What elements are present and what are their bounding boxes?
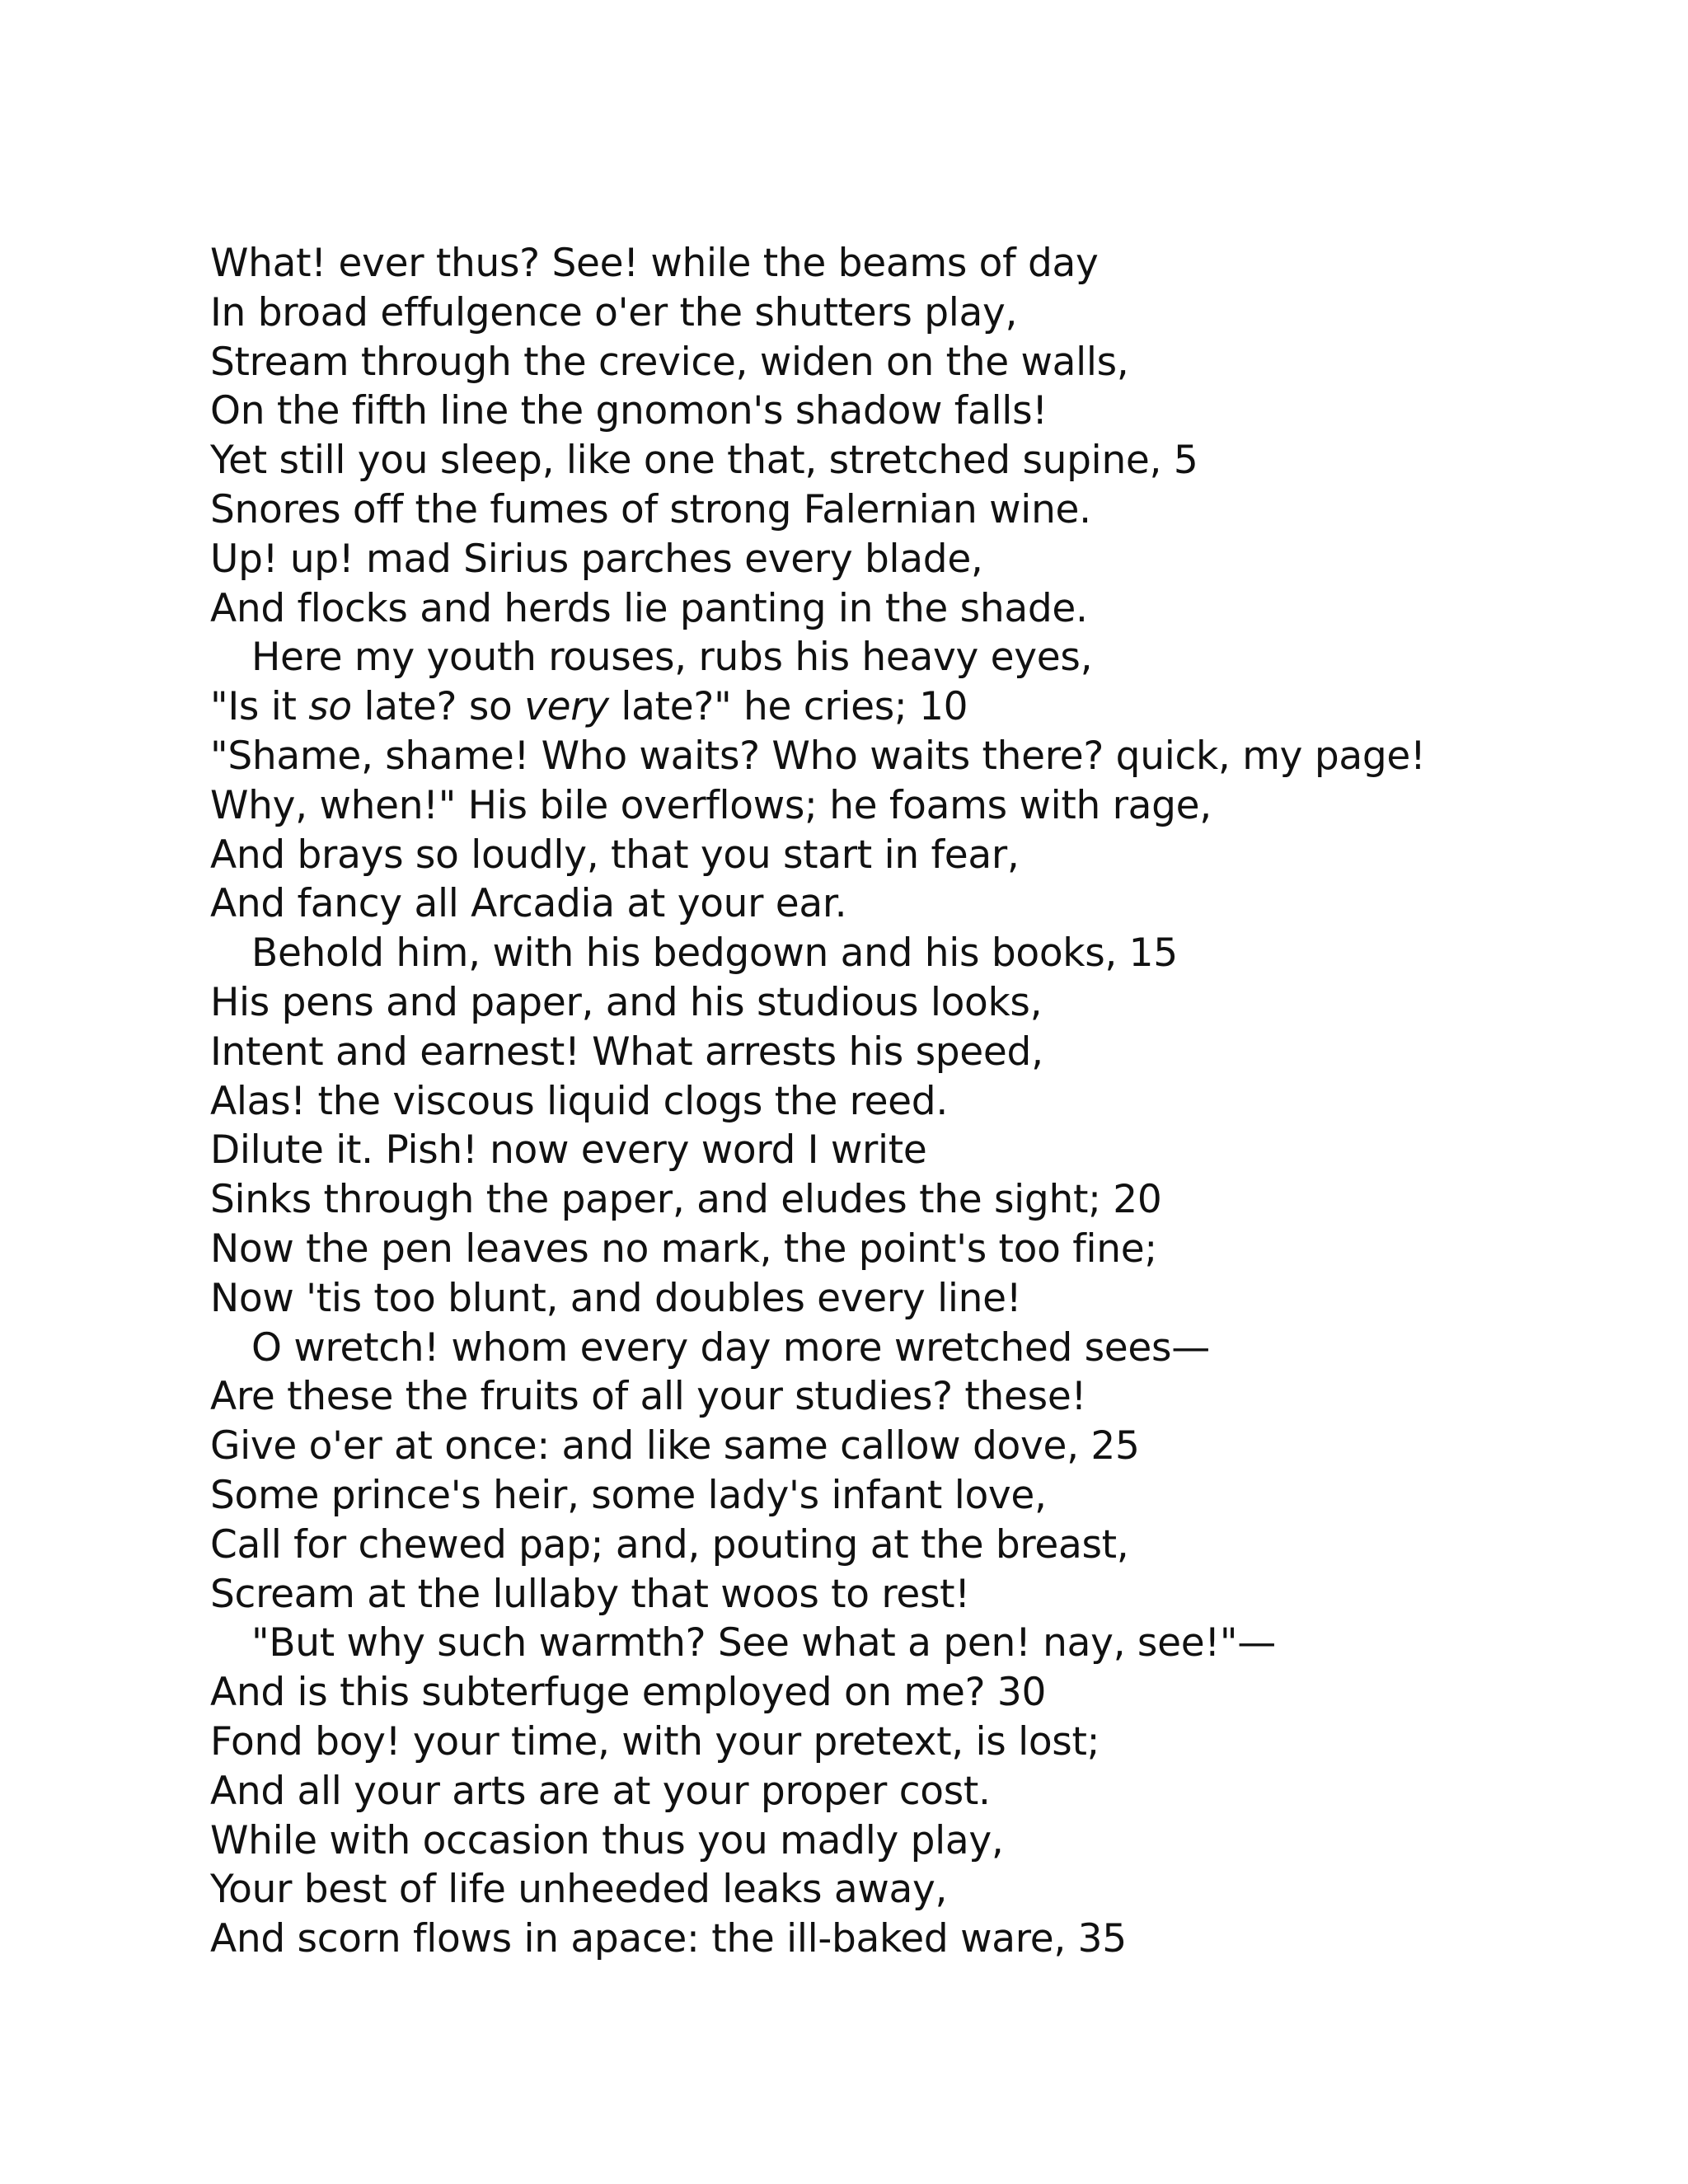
poem-line xyxy=(210,1324,1628,1373)
line-text: Now 'tis too blunt, and doubles every line! xyxy=(210,1275,1022,1321)
poem-line xyxy=(210,485,1628,535)
poem-line xyxy=(210,682,1628,732)
line-text: "Shame, shame! Who waits? Who waits there? quick, my page! xyxy=(210,733,1426,779)
poem-line xyxy=(210,1668,1628,1718)
poem-line xyxy=(210,239,1628,288)
poem-line xyxy=(210,1915,1628,1964)
poem-line xyxy=(210,1175,1628,1225)
line-text: And scorn flows in apace: the ill-baked ware, 35 xyxy=(210,1916,1127,1962)
poem-line xyxy=(210,1816,1628,1866)
line-text: Stream through the crevice, widen on the walls, xyxy=(210,339,1129,385)
line-text: His pens and paper, and his studious looks, xyxy=(210,979,1043,1025)
line-text: Alas! the viscous liquid clogs the reed. xyxy=(210,1078,948,1124)
poem-line xyxy=(210,1028,1628,1077)
poem-line xyxy=(210,436,1628,485)
line-text: While with occasion thus you madly play, xyxy=(210,1817,1004,1863)
line-text: Behold him, with his bedgown and his books, 15 xyxy=(251,930,1178,977)
poem-line xyxy=(210,831,1628,880)
italic-text: very xyxy=(524,684,609,730)
line-text: On the fifth line the gnomon's shadow falls! xyxy=(210,388,1048,434)
poem-text xyxy=(210,239,1628,1964)
italic-text: so xyxy=(308,684,352,730)
line-text: Now the pen leaves no mark, the point's too fine; xyxy=(210,1226,1157,1272)
poem-line xyxy=(210,1126,1628,1175)
poem-line xyxy=(210,1767,1628,1816)
poem-line xyxy=(210,1718,1628,1767)
line-text: And is this subterfuge employed on me? 30 xyxy=(210,1670,1047,1716)
poem-line xyxy=(210,1471,1628,1521)
poem-line xyxy=(210,288,1628,338)
line-text: Dilute it. Pish! now every word I write xyxy=(210,1127,927,1174)
poem-line xyxy=(210,1865,1628,1915)
poem-line xyxy=(210,781,1628,831)
poem-line xyxy=(210,732,1628,781)
line-text: In broad effulgence o'er the shutters play, xyxy=(210,289,1018,335)
poem-line xyxy=(210,1619,1628,1668)
poem-line xyxy=(210,535,1628,584)
line-text: Yet still you sleep, like one that, stretched supine, 5 xyxy=(210,438,1198,484)
line-text: late? so xyxy=(351,684,525,730)
line-text: And all your arts are at your proper cost. xyxy=(210,1768,991,1814)
line-text: Some prince's heir, some lady's infant love, xyxy=(210,1472,1047,1518)
poem-line xyxy=(210,1225,1628,1274)
poem-line xyxy=(210,338,1628,387)
line-text: Give o'er at once: and like same callow dove, 25 xyxy=(210,1423,1140,1469)
line-text: Scream at the lullaby that woos to rest! xyxy=(210,1571,970,1617)
line-text: Intent and earnest! What arrests his speed, xyxy=(210,1029,1043,1075)
line-text: Snores off the fumes of strong Falernian wine. xyxy=(210,486,1091,532)
poem-line xyxy=(210,1372,1628,1422)
poem-line xyxy=(210,584,1628,634)
line-text: Your best of life unheeded leaks away, xyxy=(210,1867,948,1913)
line-text: Why, when!" His bile overflows; he foams with rage, xyxy=(210,782,1212,828)
line-text: Call for chewed pap; and, pouting at the breast, xyxy=(210,1521,1129,1568)
poem-line xyxy=(210,1274,1628,1324)
line-text: What! ever thus? See! while the beams of day xyxy=(210,241,1099,286)
poem-line xyxy=(210,1521,1628,1570)
line-text: "But why such warmth? See what a pen! nay, see!"— xyxy=(251,1620,1276,1666)
poem-line xyxy=(210,1422,1628,1471)
poem-line xyxy=(210,1077,1628,1127)
poem-line xyxy=(210,633,1628,682)
poem-line xyxy=(210,978,1628,1028)
poem-line xyxy=(210,879,1628,929)
line-text: Here my youth rouses, rubs his heavy eyes, xyxy=(251,635,1093,681)
line-text: late?" he cries; 10 xyxy=(608,684,968,730)
line-text: Fond boy! your time, with your pretext, is lost; xyxy=(210,1718,1100,1765)
line-text: "Is it xyxy=(210,684,309,730)
poem-line xyxy=(210,929,1628,978)
line-text: And fancy all Arcadia at your ear. xyxy=(210,881,847,927)
line-text: Are these the fruits of all your studies? these! xyxy=(210,1374,1086,1420)
line-text: Up! up! mad Sirius parches every blade, xyxy=(210,536,983,582)
line-text: O wretch! whom every day more wretched sees— xyxy=(251,1324,1210,1371)
line-text: Sinks through the paper, and eludes the sight; 20 xyxy=(210,1177,1162,1223)
poem-line xyxy=(210,387,1628,436)
poem-line xyxy=(210,1570,1628,1619)
line-text: And flocks and herds lie panting in the shade. xyxy=(210,585,1088,631)
line-text: And brays so loudly, that you start in fear, xyxy=(210,832,1020,878)
